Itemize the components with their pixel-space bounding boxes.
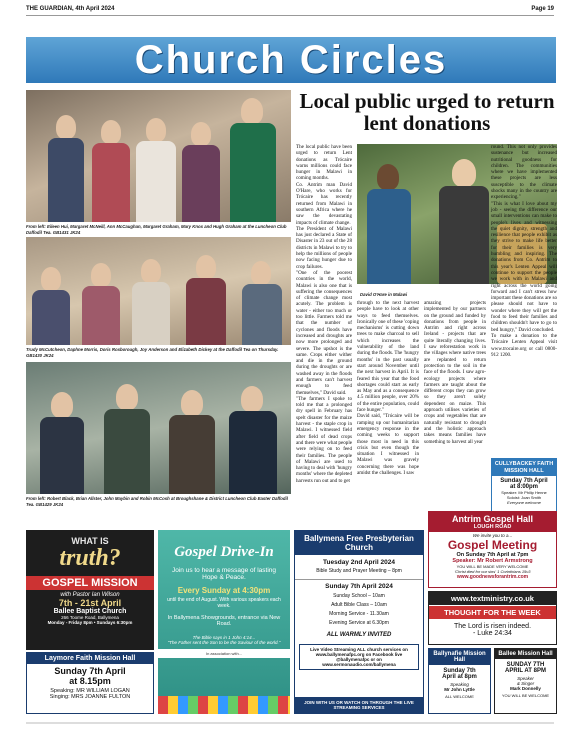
antrim-verse: 'Christ died for our sins' 1 Corinthians 15v3 — [454, 569, 531, 574]
article-headline: Local public urged to return lent donations — [299, 89, 555, 135]
presby-s1: Sunday School – 10am — [333, 593, 385, 599]
antrim-invite: We invite you to a... — [472, 533, 513, 538]
textmin-line2: - Luke 24:34 — [473, 630, 512, 637]
textmin-line1: The Lord is risen indeed. — [453, 623, 532, 630]
ballee-speaker: Speaker — [517, 676, 534, 681]
antrim-web: www.goodnewsforantrim.com — [456, 574, 529, 580]
ad-ballee — [494, 648, 557, 714]
ad-text-ministry — [428, 591, 557, 645]
ballynafie-welcome: ALL WELCOME — [445, 694, 474, 699]
cully-speaker: Speaker: Mr Philip Henne — [501, 490, 547, 495]
antrim-title: Antrim Gospel Hall — [429, 512, 556, 524]
photo-group-3 — [26, 362, 291, 494]
drivein-join: Join us to hear a message of lasting Hope & Peace. — [171, 567, 277, 581]
laymore-date: Sunday 7th April — [54, 666, 126, 676]
cully-soloist: Soloist: Joan Smith — [506, 495, 542, 500]
truth-what: WHAT IS — [71, 536, 109, 546]
drivein-until: until the end of August. With various speakers each week. — [167, 597, 281, 609]
ballee-welcome: YOU WILL BE WELCOME — [501, 693, 550, 698]
photo-group-1 — [26, 90, 291, 222]
truth-addr: 266 Toome Road, Ballymena — [61, 615, 119, 620]
truth-times: Monday - Friday 8pm • Sundays 6:30pm — [47, 620, 133, 625]
drivein-where: In Ballymena Showgrounds, entrance via New Road. — [167, 615, 281, 627]
antrim-gospel: Gospel Meeting — [447, 538, 538, 552]
caption-1: From left: Eileen Hui, Margaret McNeill, Ann McCaughan, Margaret Graham, Mary Knox and Hugh Graham at the Luncheon Club Daffodil Tea. GB1431 JK24 — [26, 224, 287, 235]
page-header — [26, 6, 554, 16]
photo-group-2 — [26, 237, 291, 345]
ballee-time: APRIL AT 8PM — [505, 668, 546, 674]
presby-live: Live Video Streaming ALL church services on www.ballymenafpc.org on Facebook live @ballymenafpc or on www.sermonaudio.com/ballymena — [299, 644, 419, 670]
caption-2: Trudy McCutcheon, Daphne Morris, Doris Roxborough, Joy Anderson and Elizabeth Dickey at the Daffodil Tea on Thursday. GB1430 JK24 — [26, 347, 279, 358]
laymore-time: at 8.15pm — [69, 676, 111, 686]
caption-4: David O'Hare in Malawi — [360, 292, 408, 297]
ad-free-presbyterian — [294, 530, 424, 714]
drivein-assoc: In association with... — [158, 649, 290, 658]
presby-join: JOIN WITH US OR WATCH ON THROUGH THE LIVE STREAMING SERVICES — [295, 697, 423, 713]
article-col-2: through to the next harvest people have to look at other ways to feed themselves. Ironically one of these 'coping mechanisms' is cutting down trees to make charcoal to sell which increases the vulnerability of the land during the floods. The 'hungry months' in the past usually start around November until the next harvest in April. It is feared this year that the food shortages could start as early as May and as a consequence 4.5 million people, over 20% of the entire population, could face hunger." David said, "Trócaire will be ramping up our humanitarian emergency response in the coming weeks to support those most in need in this crisis but even though the situation I witnessed in Malawi was gravely concerning there was hope amidst the challenges. I saw — [357, 300, 419, 477]
laymore-title: Laymore Faith Mission Hall — [27, 653, 153, 664]
ballee-name: Mark Donnelly — [510, 686, 541, 691]
presby-s2: Adult Bible Class – 10am — [331, 602, 387, 608]
header-left: THE GUARDIAN, 4th April 2024 — [26, 6, 115, 12]
caption-3: From left: Robert Black, Brian Allster, John Maybin and Robin McCosh at Broughshane & District Luncheon Club Easter Daffodil Tea. GB1429 JK24 — [26, 496, 288, 507]
ballynafie-name: Mr John Lyttle — [444, 687, 475, 692]
presby-s3: Morning Service - 11.30am — [329, 611, 389, 617]
presby-line1: Bible Study and Prayer Meeting – 8pm — [316, 568, 402, 574]
truth-church: Ballee Baptist Church — [53, 608, 127, 615]
presby-welcome: ALL WARMLY INVITED — [326, 632, 392, 638]
cully-date: Sunday 7th April — [500, 478, 548, 484]
article-col-1: The local public have been urged to return Lent donations as Trócaire warns millions could face hunger in Malawi in coming months. Co. Antrim man David O'Hare, who works for Trócaire has recently returned from Malawi in southern Africa where he saw the devastating impacts of climate change. The President of Malawi has just declared a State of Disaster in 23 out of the 28 districts in Malawi to try to help the millions of people now facing hunger due to crop failures. "One of the poorest countries in the world, Malawi is also one that is suffering the consequences of climate change most acutely. The problem is water - either too much or too little. Farmers told me that the number of cyclones and floods have increased and droughts are now more prolonged and severe. The upshot is the same. Crops either wither and die in the ground during the droughts or are washed away in the floods and farmers can't harvest enough to feed themselves," David said. "The farmers I spoke to told me that a prolonged dry spell in February has spelt disaster for the maize harvest - the staple crop in Malawi. I witnessed field after field of dead crops and there were what people were relying on to feed their families. The people of Malawi are used to having to deal with 'hungry months' where the depleted harvests run out and to get — [296, 144, 353, 484]
ballynafie-time: April at 8pm — [442, 674, 477, 680]
ballee-date: SUNDAY 7TH — [506, 662, 545, 668]
cully-title: CULLYBACKEY FAITH MISSION HALL — [492, 459, 556, 476]
bottom-rule — [26, 722, 554, 724]
banner-title: Church Circles — [134, 37, 448, 82]
ad-antrim-gospel-hall — [428, 511, 557, 588]
article-col-3: amazing projects implemented by our partners on the ground and funded by donations from people in Antrim and right across Ireland - projects that are quite literally changing lives. I saw reforestation work in the villages where native trees are replanted to return protection to the soil in the face of the floods. I saw agro-ecology projects where farmers are taught about the different crops they can grow so they aren't solely dependent on maize. This approach utilises varieties of crops and vegetables that are naturally resistant to drought and the holistic approach takes means families have something to harvest all year — [424, 300, 488, 445]
ballynafie-title: Ballynafie Mission Hall — [429, 649, 490, 665]
cully-welcome: Everyone welcome — [507, 500, 541, 505]
drivein-every: Every Sunday at 4:30pm — [177, 586, 271, 595]
truth-truth: truth? — [59, 545, 121, 571]
ad-laymore — [26, 652, 154, 714]
section-banner — [26, 37, 556, 83]
ballynafie-speaking: Speaking — [450, 682, 469, 687]
antrim-sub: LOUGH ROAD — [429, 524, 556, 532]
truth-dates: 7th - 21st April — [58, 598, 122, 608]
ad-gospel-mission — [26, 530, 154, 650]
ad-ballynafie — [428, 648, 491, 714]
ad-gospel-drive-in — [158, 530, 290, 714]
presby-s4: Evening Service at 6.30pm — [329, 620, 389, 626]
drivein-cars — [158, 696, 290, 714]
presby-date2: Sunday 7th April 2024 — [295, 579, 423, 590]
cully-time: at 8:00pm — [509, 484, 538, 490]
antrim-speaker: Speaker: Mr Robert Armstrong — [452, 558, 533, 564]
drivein-verse: The Bible says in 1 John 4:14... "The Father sent the Son to be the Saviour of the world." — [167, 635, 281, 645]
article-col-4: round. This not only provides sustenance but increased nutritional goodness for children. The communities where we have implemented these projects are less susceptible to the climate shocks many in the country are experiencing." "This is what I love about my job - seeing the difference our small interventions can make to people's lives and witnessing the quiet dignity, strength and resilience that people exhibit as they strive to make life better for their families is very humbling and inspiring. The donations from Co. Antrim to this year's Lenten Appeal will continue to support the people we work with in Malawi and right across the world going forward and I can't stress how important these donations are so please should not have to wonder where they will get the food to feed their families and children shouldn't have to go to bed hungry," David concluded. To make a donation to the Trócaire Lenten Appeal visit www.trocaire.org or call 0800-912 1200. — [491, 144, 557, 358]
textmin-title: www.textministry.co.uk — [429, 592, 556, 605]
presby-title: Ballymena Free Presbyterian Church — [295, 531, 423, 555]
truth-mission: GOSPEL MISSION — [26, 576, 154, 590]
antrim-made: YOU WILL BE MADE VERY WELCOME — [456, 564, 529, 569]
ballynafie-date: Sunday 7th — [443, 668, 476, 674]
textmin-thought: THOUGHT FOR THE WEEK — [429, 606, 556, 619]
laymore-singing: Singing: MRS JOANNE FULTON — [49, 694, 131, 700]
ballee-sub: & Singer — [516, 681, 535, 686]
drivein-title: Gospel Drive-In — [174, 544, 274, 560]
laymore-speaking: Speaking: MR WILLIAM LOGAN — [50, 688, 130, 694]
ballee-title: Ballee Mission Hall — [495, 649, 556, 659]
header-right: Page 19 — [531, 6, 554, 12]
antrim-when: On Sunday 7th April at 7pm — [456, 552, 529, 558]
presby-date1: Tuesday 2nd April 2024 — [323, 559, 395, 566]
truth-pastor: with Pastor Ian Wilson — [60, 592, 120, 598]
